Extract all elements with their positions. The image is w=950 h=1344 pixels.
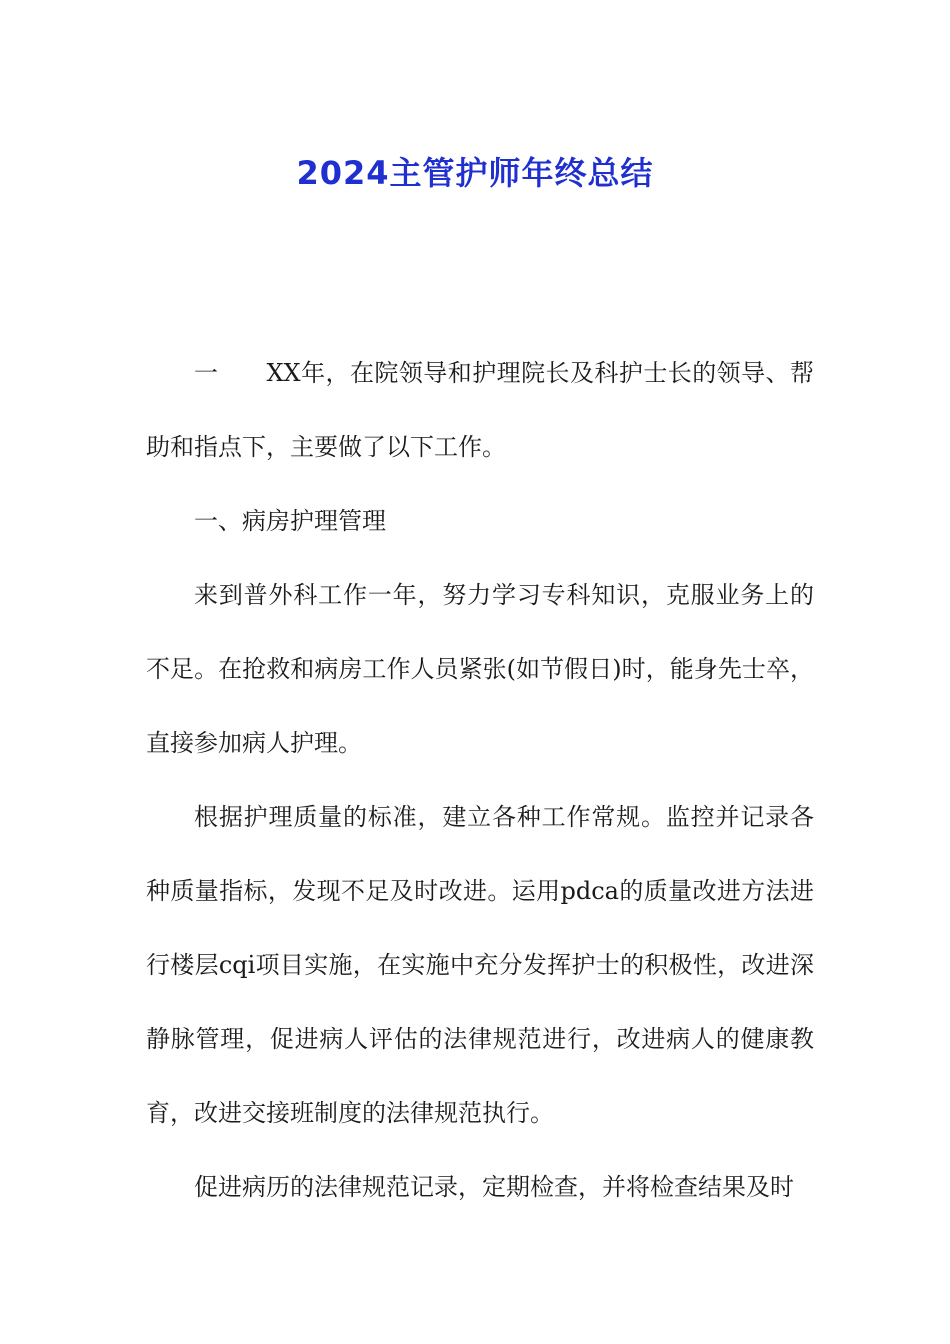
section-heading: 一、病房护理管理	[194, 507, 386, 535]
page-title: 2024主管护师年终总结	[296, 154, 654, 193]
document-body	[146, 336, 814, 1224]
paragraph: 促进病历的法律规范记录，定期检查，并将检查结果及时	[194, 1173, 794, 1201]
paragraph: 来到普外科工作一年，努力学习专科知识，克服业务上的不足。在抢救和病房工作人员紧张(如节假日)时，能身先士卒，直接参加病人护理。	[146, 581, 814, 757]
intro-text: XX年，在院领导和护理院长及科护士长的领导、帮助和指点下，主要做了以下工作。	[146, 359, 815, 461]
paragraph: 根据护理质量的标准，建立各种工作常规。监控并记录各种质量指标，发现不足及时改进。运用pdca的质量改进方法进行楼层cqi项目实施，在实施中充分发挥护士的积极性，改进深静脉管理，促进病人评估的法律规范进行，改进病人的健康教育，改进交接班制度的法律规范执行。	[146, 803, 814, 1127]
intro-marker: 一	[194, 359, 219, 387]
intro-paragraph	[146, 336, 814, 484]
